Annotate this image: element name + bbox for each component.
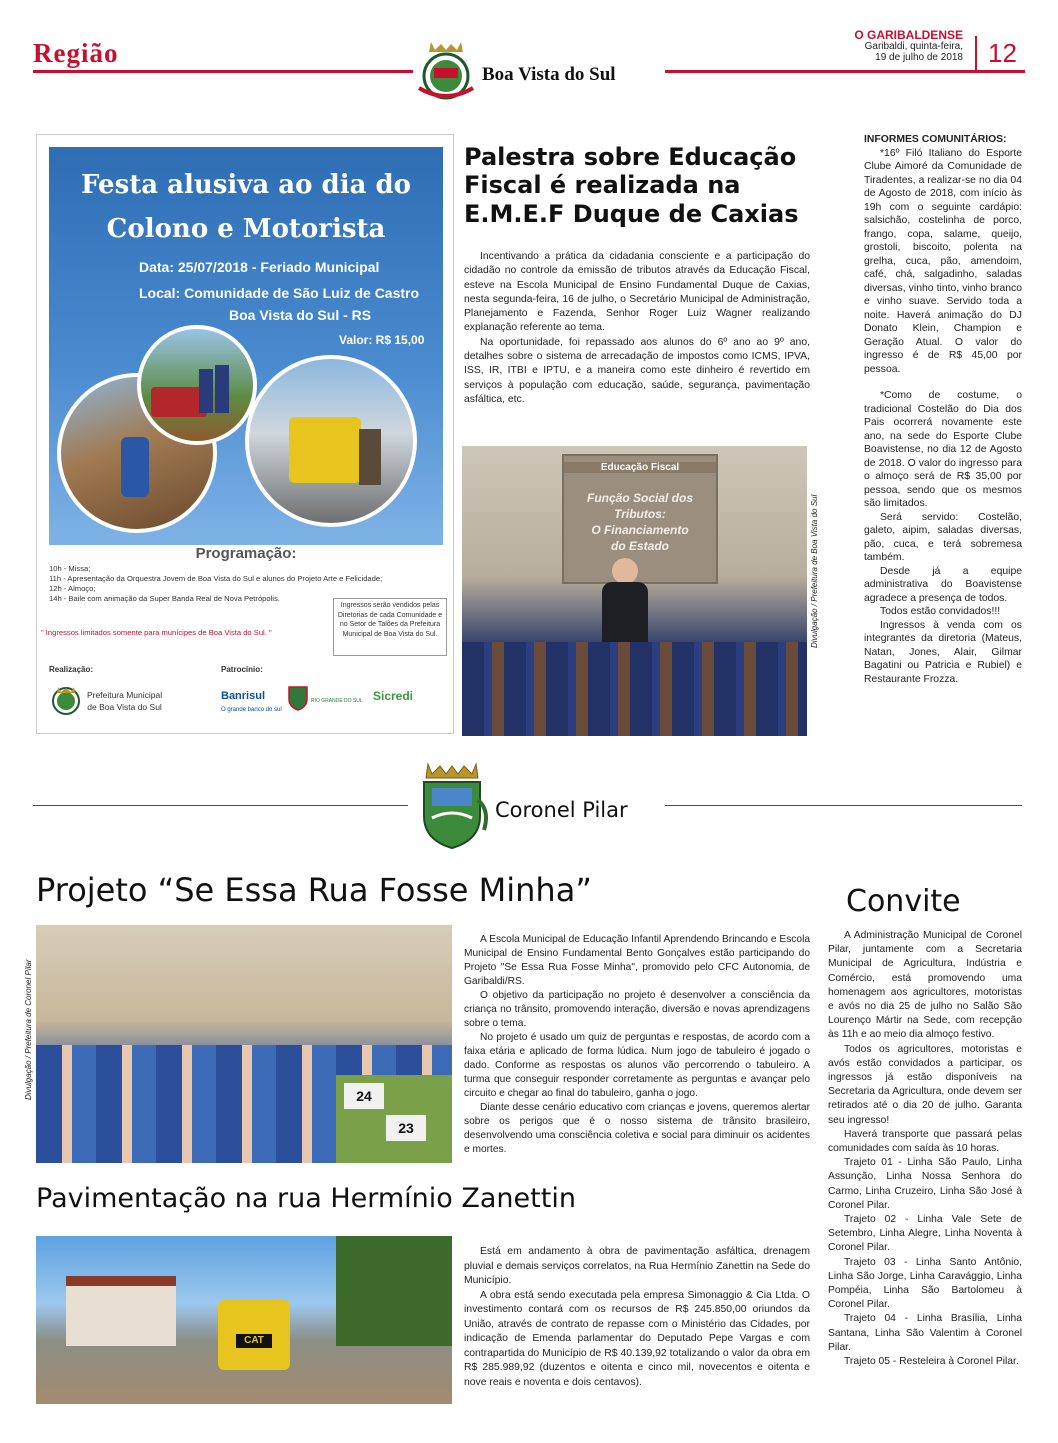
prefeitura-crest-icon <box>49 683 83 717</box>
road-roller <box>218 1300 290 1370</box>
sponsor-sicredi: Sicredi <box>373 689 414 703</box>
poster-banner <box>49 147 443 545</box>
poster-city: Boa Vista do Sul - RS <box>229 307 372 323</box>
house <box>66 1276 176 1346</box>
pavimentacao-photo <box>36 1236 452 1404</box>
poster-photo-tractor <box>137 325 257 445</box>
speaker-head <box>612 558 638 584</box>
paper-name: O GARIBALDENSE <box>854 28 963 42</box>
convite-paragraph: Todos os agricultores, motoristas e avós estão convidados a participar, os ingressos já estão disponíveis na Secretaria da Agricultura, onde devem ser retirados até o dia 20 de julho. Garanta seu ingresso! <box>828 1043 1022 1126</box>
palestra-photo-credit: Divulgação / Prefeitura de Boa Vista do Sul <box>810 494 819 648</box>
slide-line: O Financiamento <box>591 523 689 537</box>
convite-paragraph: Trajeto 05 - Resteleira à Coronel Pilar. <box>844 1356 1019 1368</box>
poster-title <box>49 163 443 251</box>
informes-paragraph: Todos estão convidados!!! <box>880 606 1001 617</box>
palestra-photo <box>462 446 807 736</box>
masthead <box>854 30 963 63</box>
poster-limited-note: " Ingressos limitados somente para munícipes de Boa Vista do Sul. " <box>41 628 272 637</box>
slide-line: Tributos: <box>614 507 666 521</box>
convite-paragraph: Trajeto 01 - Linha São Paulo, Linha Assunção, Linha Nossa Senhora do Carmo, Linha Cruzeiro, Linha São José à Coronel Pilar. <box>828 1157 1022 1211</box>
poster-program-item: 11h - Apresentação da Orquestra Jovem de Boa Vista do Sul e alunos do Projeto Arte e Felicidade; <box>49 574 383 583</box>
projeto-body <box>464 933 810 1157</box>
convite-body <box>828 929 1022 1369</box>
town-title-middle: Coronel Pilar <box>495 798 628 822</box>
poster-realizacao-name <box>87 689 162 713</box>
slide-text <box>564 490 716 554</box>
poster-ticket-box: Ingressos serão vendidos pelas Diretorias de cada Comunidade e no Setor de Talões da Prefeitura Municipal de Boa Vista do Sul. <box>333 598 447 656</box>
projeto-photo <box>36 925 452 1163</box>
sponsor-state: RIO GRANDE DO SUL <box>311 698 363 704</box>
poster-realizacao-name-line: Prefeitura Municipal <box>87 690 163 700</box>
boa-vista-crest-icon <box>413 38 479 104</box>
slide-line: do Estado <box>610 539 669 553</box>
audience <box>462 642 807 736</box>
palestra-paragraph: Na oportunidade, foi repassado aos alunos do 6º ano ao 9º ano, detalhes sobre o sistema de arrecadação de impostos como ICMS, IPVA, ISS, IR, ITBI e IPTU, e a maneira como este dinheiro é revertido em serviços à população com educação, saúde, segurança, pavimentação asfáltica, etc. <box>464 336 810 405</box>
projeto-paragraph: A Escola Municipal de Educação Infantil Aprendendo Brincando e Escola Municipal de Ensino Fundamental Bento Gonçalves estão participando do Projeto "Se Essa Rua Fosse Minha", promovido pelo CFC Autonomia, de Garibaldi/RS. <box>464 934 810 987</box>
pavimentacao-paragraph: Está em andamento à obra de pavimentação asfáltica, drenagem pluvial e demais serviços correlatos, na Rua Hermínio Zanettin na Sede do Município. <box>464 1246 810 1286</box>
projeto-headline: Projeto “Se Essa Rua Fosse Minha” <box>36 871 592 909</box>
projeto-paragraph: Diante desse cenário educativo com crianças e jovens, queremos alertar sobre os perigos que é o nosso sistema de trânsito brasileiro, desenvolvendo uma consciência coletiva e social para diminuir os acidentes e mortes. <box>464 1102 810 1155</box>
palestra-paragraph: Incentivando a prática da cidadania consciente e a participação do cidadão no controle da emissão de tributos através da Educação Fiscal, esteve na Escola Municipal de Ensino Fundamental Duque de Caxias, nesta segunda-feira, 16 de julho, o Secretário Municipal de Administração, Planejamento e Fazenda, Senhor Roger Luiz Wagner realizando explanação referente ao tema. <box>464 251 810 334</box>
slide-line: Função Social dos <box>586 491 694 505</box>
board-number: 24 <box>344 1083 384 1109</box>
date-line-1: Garibaldi, quinta-feira, <box>864 41 963 52</box>
informes-paragraph: Ingressos à venda com os integrantes da diretoria (Mateus, Natan, Jones, Alair, Gilmar Bagatini ou Patricia e Rubiel) e Restaurante Frozza. <box>864 619 1022 685</box>
page-number: 12 <box>988 38 1017 68</box>
game-board <box>336 1075 452 1163</box>
poster-program-item: 10h - Missa; <box>49 564 91 573</box>
poster-photo-truck <box>245 355 417 527</box>
board-number: 23 <box>386 1115 426 1141</box>
informes-paragraph: *Como de costume, o tradicional Costelão do Dia dos Pais ocorrerá novamente este ano, na sede do Esporte Clube Boavistense, no dia 12 de Agosto de 2018. O valor do ingresso para o almoço será de R$ 35,00 por pessoa, sendo que os mesmos são limitados. <box>864 390 1022 509</box>
poster-title-line-2: Colono e Motorista <box>106 214 386 244</box>
convite-paragraph: Haverá transporte que passará pelas comunidades com saída às 10 horas. <box>828 1128 1022 1155</box>
poster-program-item: 14h - Baile com animação da Super Banda Real de Nova Petrópolis. <box>49 594 280 603</box>
informes-paragraph: Desde já a equipe administrativa do Boavistense agradece a presença de todos. <box>864 565 1022 604</box>
poster-patrocinio-label: Patrocínio: <box>221 665 263 674</box>
convite-paragraph: A Administração Municipal de Coronel Pilar, juntamente com a Secretaria Municipal de Agricultura, Indústria e Comércio, está promovendo uma homenagem aos agricultores, motoristas e avós no dia 25 de julho no Salão São Lourenço Mártir na Sede, com recepção às 11h e ao meio dia almoço festivo. <box>828 930 1022 1041</box>
section-title: Região <box>33 38 119 68</box>
sponsor-banrisul: Banrisul <box>221 690 266 702</box>
poster-price: Valor: R$ 15,00 <box>339 333 425 347</box>
informes-paragraph: *16º Filó Italiano do Esporte Clube Aimoré da Comunidade de Tiradentes, a realizar-se no dia 04 de Agosto de 2018, com início às 19h com o seguinte cardápio: salsichão, costelinha de porco, frango, copa, salame, queijo, grostoli, biscoito, polenta na grelha, cuca, pão, amendoim, café, chá, salgadinho, saladas diversas, vinho tinto, vinho branco e vinho suave. Servido toda a noite. Haverá animação do DJ Donato Klein, Champion e Geração Atual. O valor do ingresso é de R$ 45,00 por pessoa. <box>864 147 1022 375</box>
convite-paragraph: Trajeto 04 - Linha Brasília, Linha Santana, Linha São Valentim à Coronel Pilar. <box>828 1313 1022 1353</box>
convite-paragraph: Trajeto 02 - Linha Vale Sete de Setembro, Linha Alegre, Linha Noventa à Coronel Pilar. <box>828 1214 1022 1254</box>
convite-headline: Convite <box>846 884 961 919</box>
town-title-top: Boa Vista do Sul <box>482 64 616 85</box>
convite-paragraph: Trajeto 03 - Linha Santo Antônio, Linha São Jorge, Linha Caravággio, Linha Pompéia, Linha São Bartolomeu à Coronel Pilar. <box>828 1256 1022 1311</box>
poster-program-item: 12h - Almoço; <box>49 584 96 593</box>
machine-brand: CAT <box>236 1334 272 1348</box>
palestra-body <box>464 250 810 407</box>
slide-title: Educação Fiscal <box>564 462 716 473</box>
sponsor-banrisul-tagline: O grande banco do sul <box>221 707 282 713</box>
header-rule-right <box>665 70 1025 73</box>
informes-title: INFORMES COMUNITÁRIOS: <box>864 134 1007 145</box>
page-number-divider <box>975 36 977 70</box>
poster-date: Data: 25/07/2018 - Feriado Municipal <box>139 259 380 275</box>
pavimentacao-headline: Pavimentação na rua Hermínio Zanettin <box>36 1183 576 1214</box>
poster-realizacao-label: Realização: <box>49 665 94 674</box>
projeto-paragraph: O objetivo da participação no projeto é desenvolver a consciência da criança no trânsito, promovendo interação, diversão e novas aprendizagens sobre o tema. <box>464 990 810 1029</box>
trees <box>336 1236 452 1346</box>
poster-realizacao-name-line: de Boa Vista do Sul <box>87 702 162 712</box>
projeto-photo-credit: Divulgação / Prefeitura de Coronel Pilar <box>24 959 33 1100</box>
header-rule-left <box>33 70 413 73</box>
state-crest-icon <box>287 685 309 711</box>
coronel-pilar-crest-icon <box>412 760 492 852</box>
palestra-headline: Palestra sobre Educação Fiscal é realizada na E.M.E.F Duque de Caxias <box>464 143 799 228</box>
projection-screen <box>562 454 718 584</box>
pavimentacao-paragraph: A obra está sendo executada pela empresa Simonaggio & Cia Ltda. O investimento contará com os recursos de R$ 245.850,00 oriundos da União, através de contrato de repasse com o Ministério das Cidades, por indicação de Emenda parlamentar do Deputado Pepe Vargas e com contrapartida do Município de R$ 40.139,92 totalizando o valor da obra em R$ 285.989,92 (duzentos e oitenta e cinco mil, novecentos e oitenta e nove reais e noventa e dois centavos). <box>464 1289 810 1388</box>
event-poster <box>36 134 454 734</box>
date-line-2: 19 de julho de 2018 <box>875 52 963 63</box>
poster-local: Local: Comunidade de São Luiz de Castro <box>139 285 420 301</box>
poster-title-line-1: Festa alusiva ao dia do <box>81 170 411 200</box>
poster-program-title: Programação: <box>195 545 297 562</box>
section-rule-left <box>33 805 408 806</box>
pavimentacao-body <box>464 1245 810 1390</box>
projeto-paragraph: No projeto é usado um quiz de perguntas e respostas, de acordo com a faixa etária e aplicado de forma lúdica. Num jogo de tabuleiro é jogado o dado. Conforme as respostas os alunos vão percorrendo o tabuleiro. A turma que conseguir responder corretamente as perguntas e avançar pelo circuito e chegar ao final do tabuleiro, ganha o jogo. <box>464 1032 810 1099</box>
informes-paragraph: Será servido: Costelão, galeto, aipim, saladas diversas, pão, cuca, e terá sobremesa também. <box>864 511 1022 563</box>
informes-column <box>864 133 1022 686</box>
section-rule-right <box>665 805 1022 806</box>
